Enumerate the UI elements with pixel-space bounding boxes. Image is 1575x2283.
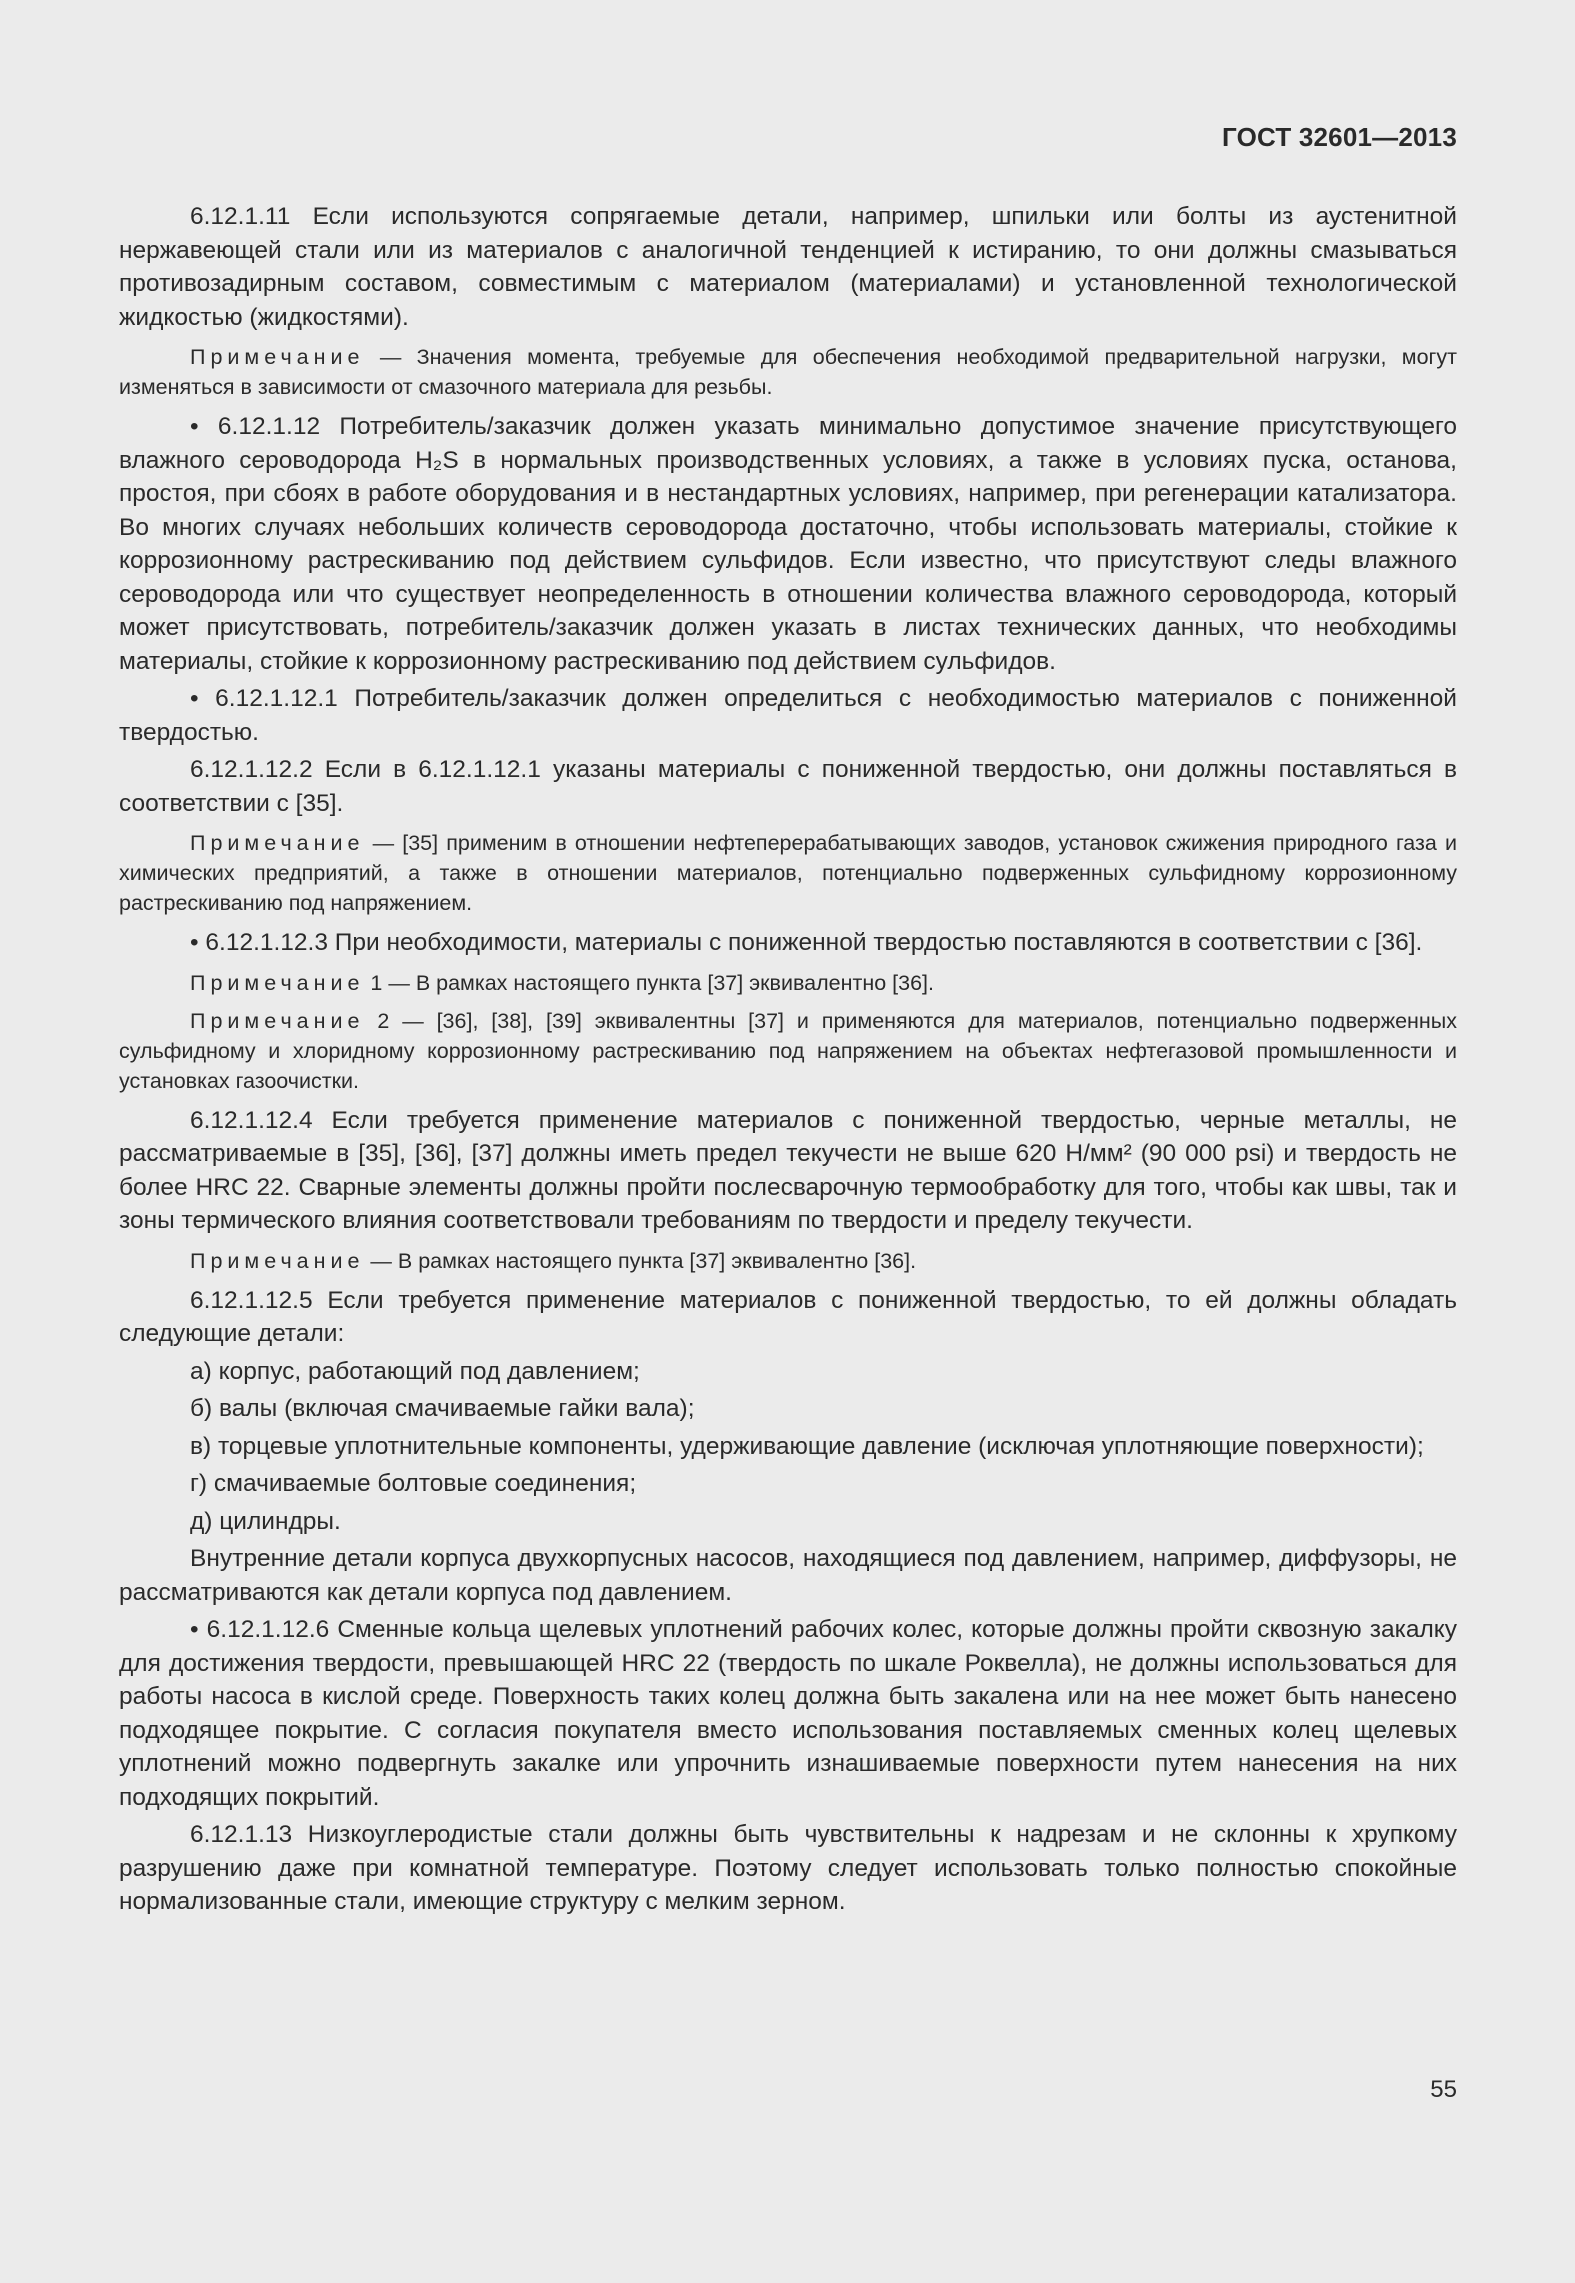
paragraph: 6.12.1.12.4 Если требуется применение материалов с пониженной твердостью, черные металлы, не рассматриваемые в [35], [36], [37] должны иметь предел текучести не выше 620 Н/мм² (90 000 psi) и твердость не более HRC 22. Сварные элементы должны пройти послесварочную термообработку для того, чтобы как швы, так и зоны термического влияния соответствовали требованиям по твердости и пределу текучести. <box>119 1106 1457 1234</box>
paragraph: б) валы (включая смачиваемые гайки вала); <box>190 1395 695 1422</box>
note-text: — Значения момента, требуемые для обеспечения необходимой предварительной нагрузки, могут изменяться в зависимости от смазочного материала для резьбы. <box>119 345 1457 399</box>
page-number: 55 <box>1430 2076 1457 2103</box>
note <box>119 828 1457 918</box>
note-label: Примечание <box>190 1248 365 1273</box>
note-label: Примечание <box>190 970 365 995</box>
note-label: Примечание <box>190 1008 365 1033</box>
note-text: 2 — [36], [38], [39] эквивалентны [37] и применяются для материалов, потенциально подверженных сульфидному и хлоридному коррозионному растрескиванию под напряжением на объектах нефтегазовой промышленности и установках газоочистки. <box>119 1008 1457 1093</box>
paragraph: Внутренние детали корпуса двухкорпусных насосов, находящиеся под давлением, например, диффузоры, не рассматриваются как детали корпуса под давлением. <box>119 1545 1457 1606</box>
paragraph: • 6.12.1.12 Потребитель/заказчик должен указать минимально допустимое значение присутствующего влажного сероводорода H₂S в нормальных производственных условиях, а также в условиях пуска, останова, простоя, при сбоях в работе оборудования и в нестандартных условиях, например, при регенерации катализатора. Во многих случаях небольших количеств сероводорода достаточно, чтобы использовать материалы, стойкие к коррозионному растрескиванию под действием сульфидов. Если известно, что присутствуют следы влажного сероводорода или что существует неопределенность в отношении количества влажного сероводорода, который может присутствовать, потребитель/заказчик должен указать в листах технических данных, что необходимы материалы, стойкие к коррозионному растрескиванию под действием сульфидов. <box>119 413 1457 675</box>
paragraph: 6.12.1.12.2 Если в 6.12.1.12.1 указаны материалы с пониженной твердостью, они должны поставляться в соответствии с [35]. <box>119 756 1457 817</box>
note-label: Примечание <box>190 831 365 855</box>
document-body <box>119 200 1457 1923</box>
paragraph: • 6.12.1.12.6 Сменные кольца щелевых уплотнений рабочих колес, которые должны пройти сквозную закалку для достижения твердости, превышающей HRC 22 (твердость по шкале Роквелла), не должны использоваться для работы насоса в кислой среде. Поверхность таких колец должна быть закалена или на нее может быть нанесено подходящее покрытие. С согласия покупателя вместо использования поставляемых сменных колец щелевых уплотнений можно подвергнуть закалке или упрочнить изнашиваемые поверхности путем нанесения на них подходящих покрытий. <box>119 1616 1457 1811</box>
paragraph: 6.12.1.12.5 Если требуется применение материалов с пониженной твердостью, то ей должны обладать следующие детали: <box>119 1286 1457 1347</box>
paragraph: • 6.12.1.12.3 При необходимости, материалы с пониженной твердостью поставляются в соответствии с [36]. <box>190 929 1423 956</box>
note <box>119 1006 1457 1096</box>
note <box>119 1246 1457 1276</box>
paragraph: в) торцевые уплотнительные компоненты, удерживающие давление (исключая уплотняющие поверхности); <box>190 1432 1424 1460</box>
paragraph: а) корпус, работающий под давлением; <box>190 1357 640 1385</box>
note-label: Примечание <box>190 345 365 369</box>
document-header: ГОСТ 32601—2013 <box>1222 122 1457 152</box>
note-text: — [35] применим в отношении нефтеперерабатывающих заводов, установок сжижения природного газа и химических предприятий, а также в отношении материалов, потенциально подверженных сульфидному коррозионному растрескиванию под напряжением. <box>119 831 1457 915</box>
paragraph: д) цилиндры. <box>190 1507 341 1535</box>
note-text: — В рамках настоящего пункта [37] эквивалентно [36]. <box>364 1248 917 1273</box>
paragraph: 6.12.1.13 Низкоуглеродистые стали должны быть чувствительны к надрезам и не склонны к хрупкому разрушению даже при комнатной температуре. Поэтому следует использовать только полностью спокойные нормализованные стали, имеющие структуру с мелким зерном. <box>119 1821 1457 1915</box>
note <box>119 968 1457 998</box>
paragraph: 6.12.1.11 Если используются сопрягаемые детали, например, шпильки или болты из аустенитной нержавеющей стали или из материалов с аналогичной тенденцией к истиранию, то они должны смазываться противозадирным составом, совместимым с материалом (материалами) и установленной технологической жидкостью (жидкостями). <box>119 203 1457 331</box>
note-text: 1 — В рамках настоящего пункта [37] эквивалентно [36]. <box>364 970 934 995</box>
paragraph: г) смачиваемые болтовые соединения; <box>190 1470 637 1497</box>
paragraph: • 6.12.1.12.1 Потребитель/заказчик должен определиться с необходимостью материалов с пониженной твердостью. <box>119 685 1457 746</box>
note <box>119 342 1457 402</box>
